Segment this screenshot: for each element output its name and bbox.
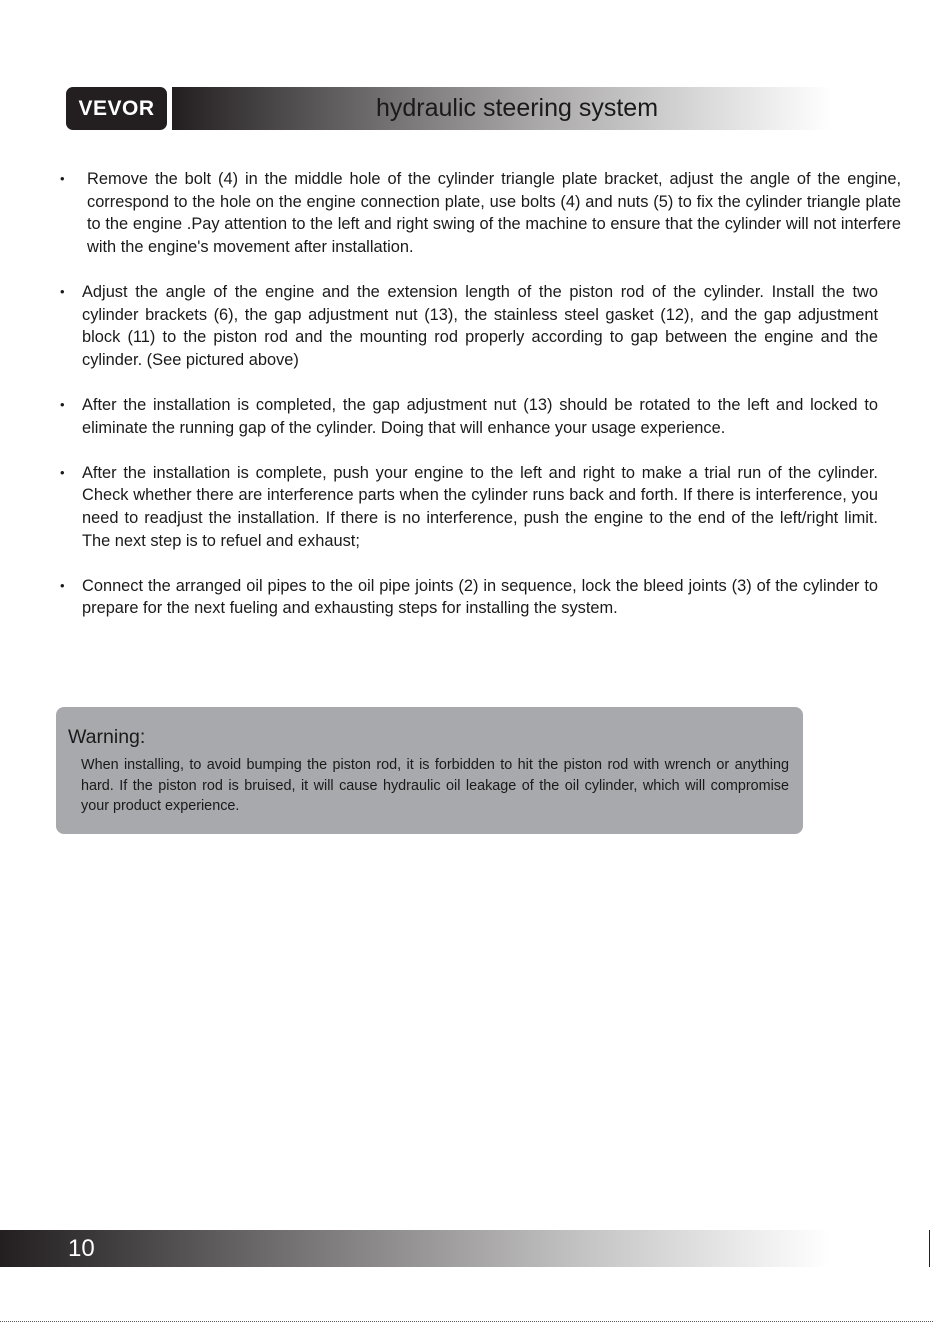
- instruction-text: After the installation is complete, push your engine to the left and right to make a trial run of the cylinder. Check whether there are interference parts when the cylinder runs back and forth. If there is interference, you need to readjust the installation. If there is no interference, push the engine to the end of the left/right limit. The next step is to refuel and exhaust;: [82, 463, 878, 550]
- bullet-icon: •: [60, 577, 65, 593]
- warning-text: When installing, to avoid bumping the piston rod, it is forbidden to hit the piston rod with wrench or anything hard. If the piston rod is bruised, it will cause hydraulic oil leakage of the oil cylinder, which will compromise your product experience.: [81, 757, 789, 814]
- bottom-dotted-rule: [0, 1321, 933, 1322]
- header-bar: [172, 87, 832, 130]
- instruction-item: [0, 394, 933, 439]
- page-edge-line: [929, 1230, 930, 1267]
- instruction-item: [0, 462, 933, 552]
- warning-title: Warning:: [68, 726, 146, 748]
- instruction-text: Remove the bolt (4) in the middle hole of the cylinder triangle plate bracket, adjust the angle of the engine, correspond to the hole on the engine connection plate, use bolts (4) and nuts (5) to fix the cylinder triangle plate to the engine .Pay attention to the left and right swing of the machine to ensure that the cylinder will not interfere with the engine's movement after installation.: [87, 170, 901, 256]
- instruction-text: Connect the arranged oil pipes to the oil pipe joints (2) in sequence, lock the bleed joints (3) of the cylinder to prepare for the next fueling and exhausting steps for installing the system.: [82, 576, 878, 618]
- bullet-icon: •: [60, 283, 65, 299]
- page-title: hydraulic steering system: [375, 94, 659, 122]
- bullet-icon: •: [60, 171, 65, 186]
- warning-box: [56, 707, 803, 834]
- footer-bar: [0, 1230, 830, 1267]
- instruction-text: After the installation is completed, the gap adjustment nut (13) should be rotated to the left and locked to eliminate the running gap of the cylinder. Doing that will enhance your usage experience.: [82, 395, 878, 437]
- page-number: 10: [68, 1235, 95, 1262]
- instruction-item: [0, 168, 933, 258]
- brand-logo: VEVOR: [66, 87, 167, 130]
- instruction-item: [0, 575, 933, 620]
- instruction-item: [0, 281, 933, 371]
- instruction-text: Adjust the angle of the engine and the extension length of the piston rod of the cylinder. Install the two cylinder brackets (6), the gap adjustment nut (13), the stainless steel gasket (12), and the gap adjustment block (11) to the piston rod and the mounting rod properly according to gap between the engine and the cylinder. (See pictured above): [82, 282, 878, 369]
- instruction-list: [0, 168, 933, 642]
- bullet-icon: •: [60, 396, 65, 412]
- bullet-icon: •: [60, 464, 65, 480]
